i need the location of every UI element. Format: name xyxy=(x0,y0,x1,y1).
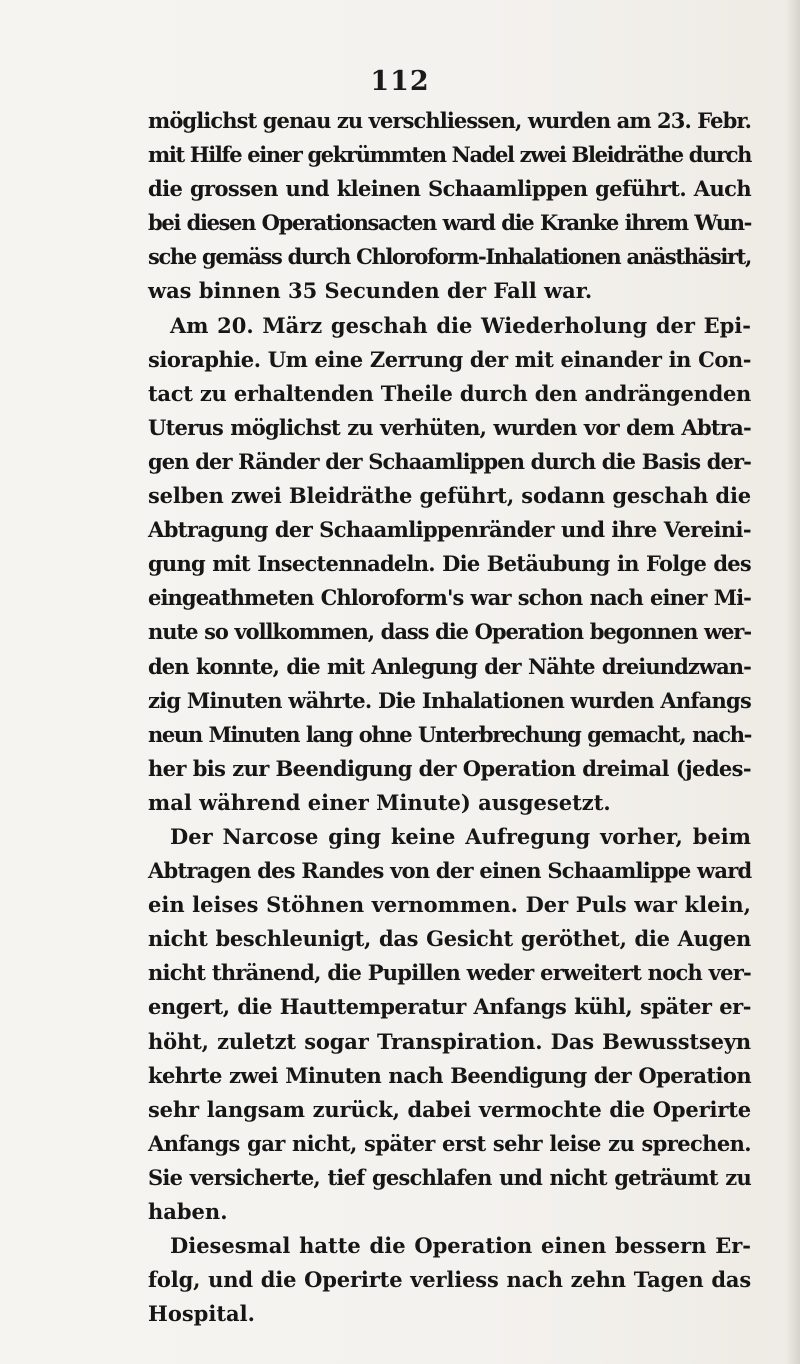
text-line: bei diesen Operationsacten ward die Kranke ihrem Wun- xyxy=(148,210,751,236)
text-line: sche gemäss durch Chloroform-Inhalationen anästhäsirt, xyxy=(148,244,751,270)
text-line: Der Narcose ging keine Aufregung vorher, beim xyxy=(170,823,751,849)
text-line: höht, zuletzt sogar Transpiration. Das Bewusstseyn xyxy=(148,1028,751,1054)
text-line: Abtragung der Schaamlippenränder und ihre Vereini- xyxy=(148,517,751,543)
text-line: tact zu erhaltenden Theile durch den andrängenden xyxy=(148,380,751,406)
text-line: her bis zur Beendigung der Operation dreimal (jedes- xyxy=(148,755,751,781)
text-line: möglichst genau zu verschliessen, wurden am 23. Febr. xyxy=(148,108,752,133)
text-line: neun Minuten lang ohne Unterbrechung gemacht, nach- xyxy=(148,721,751,747)
text-line: selben zwei Bleidräthe geführt, sodann geschah die xyxy=(148,483,751,509)
text-line: Am 20. März geschah die Wiederholung der Epi- xyxy=(170,312,751,338)
text-line: gung mit Insectennadeln. Die Betäubung in Folge des xyxy=(148,551,751,577)
text-line: ein leises Stöhnen vernommen. Der Puls war klein, xyxy=(148,892,751,918)
text-line: kehrte zwei Minuten nach Beendigung der Operation xyxy=(148,1062,751,1088)
text-line: Hospital. xyxy=(148,1301,255,1327)
text-line: was binnen 35 Secunden der Fall war. xyxy=(148,278,593,304)
text-line: nicht beschleunigt, das Gesicht geröthet, die Augen xyxy=(148,926,751,952)
text-line: engert, die Hauttemperatur Anfangs kühl, später er- xyxy=(148,994,751,1020)
text-line: mit Hilfe einer gekrümmten Nadel zwei Bleidräthe durch xyxy=(148,142,752,168)
text-line: sehr langsam zurück, dabei vermochte die Operirte xyxy=(148,1096,751,1122)
page-number: 112 xyxy=(370,66,430,97)
text-line: Diesesmal hatte die Operation einen bessern Er- xyxy=(170,1233,751,1259)
text-line: Anfangs gar nicht, später erst sehr leise zu sprechen. xyxy=(148,1130,751,1156)
text-line: zig Minuten währte. Die Inhalationen wurden Anfangs xyxy=(148,687,752,713)
text-line: Uterus möglichst zu verhüten, wurden vor dem Abtra- xyxy=(148,414,751,440)
text-line: mal während einer Minute) ausgesetzt. xyxy=(148,789,611,815)
text-line: die grossen und kleinen Schaamlippen geführt. Auch xyxy=(148,176,751,202)
text-line: eingeathmeten Chloroform's war schon nach einer Mi- xyxy=(148,585,751,611)
text-line: haben. xyxy=(148,1199,228,1224)
body-text xyxy=(148,104,751,1331)
text-line: den konnte, die mit Anlegung der Nähte dreiundzwan- xyxy=(148,653,751,679)
text-line: Sie versicherte, tief geschlafen und nicht geträumt zu xyxy=(148,1164,751,1190)
text-line: gen der Ränder der Schaamlippen durch die Basis der- xyxy=(148,448,751,474)
page-edge-shadow xyxy=(786,0,800,1364)
text-line: nicht thränend, die Pupillen weder erweitert noch ver- xyxy=(148,960,751,986)
text-line: sioraphie. Um eine Zerrung der mit einander in Con- xyxy=(148,346,751,372)
text-line: Abtragen des Randes von der einen Schaamlippe ward xyxy=(148,858,752,884)
text-line: nute so vollkommen, dass die Operation begonnen wer- xyxy=(148,619,751,645)
text-line: folg, und die Operirte verliess nach zehn Tagen das xyxy=(148,1267,751,1293)
